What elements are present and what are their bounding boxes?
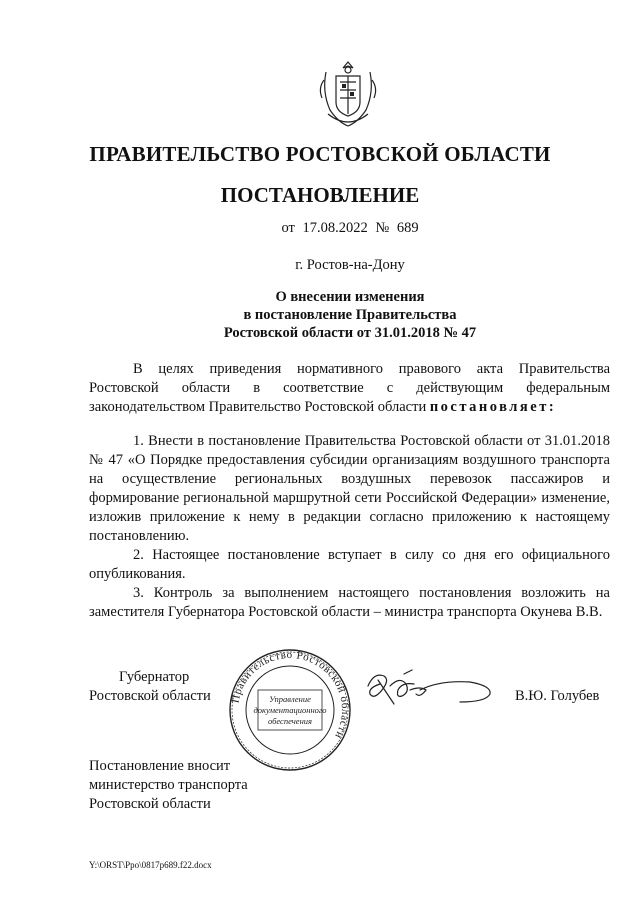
file-path: Y:\ORST\Ppo\0817p689.f22.docx — [89, 860, 212, 870]
resolution-items — [89, 432, 610, 622]
resolution-item: 3. Контроль за выполнением настоящего постановления возложить на заместителя Губернатора Ростовской области – министра транспорта Окунева В.В. — [89, 585, 610, 620]
date-prefix: от — [281, 220, 295, 236]
subject-line: Ростовской области от 31.01.2018 № 47 — [223, 325, 477, 341]
handwritten-signature — [360, 660, 500, 720]
document-type: ПОСТАНОВЛЕНИЕ — [220, 183, 420, 207]
submitted-by-line: Постановление вносит — [89, 758, 231, 774]
document-date: 17.08.2022 — [302, 220, 368, 236]
preamble-text: В целях приведения нормативного правового акта Правительства Ростовской области в соответствие с действующим федеральным законодательством Правительство Ростовской области — [89, 361, 610, 415]
organization-title: ПРАВИТЕЛЬСТВО РОСТОВСКОЙ ОБЛАСТИ — [89, 142, 551, 166]
subject-line: О внесении изменения — [275, 289, 425, 305]
signatory-position: Губернатор — [119, 669, 190, 685]
document-number: 689 — [396, 220, 419, 236]
subject-line: в постановление Правительства — [243, 307, 457, 323]
seal-outer-text: Правительство Ростовской области — [229, 648, 352, 741]
seal-inner-line: обеспечения — [267, 716, 313, 726]
preamble-paragraph — [89, 360, 610, 417]
city: г. Ростов-на-Дону — [295, 257, 405, 273]
submitted-by-line: Ростовской области — [89, 796, 211, 812]
signatory-region: Ростовской области — [89, 688, 211, 704]
document-subject — [0, 288, 640, 342]
signatory-name: В.Ю. Голубев — [515, 688, 600, 704]
coat-of-arms-icon — [312, 58, 384, 130]
resolution-item: 1. Внести в постановление Правительства Ростовской области от 31.01.2018 № 47 «О Порядке предоставления субсидии организациям воздушного транспорта на осуществление региональных воздушных перевозок пассажиров и формирование региональной маршрутной сети Российской Федерации» изменение, изложив приложение к нему в редакции согласно приложению к настоящему постановлению. — [89, 433, 610, 544]
submitted-by-line: министерство транспорта — [89, 777, 248, 793]
resolves-word: постановляет: — [429, 399, 557, 415]
number-sign: № — [375, 220, 390, 236]
document-date-number — [0, 220, 640, 237]
official-seal — [226, 646, 354, 774]
resolution-item: 2. Настоящее постановление вступает в силу со дня его официального опубликования. — [89, 547, 610, 582]
submitted-by — [89, 757, 248, 814]
seal-inner-line: документационного — [253, 705, 327, 715]
signatory-title — [89, 668, 211, 706]
seal-inner-line: Управление — [269, 694, 311, 704]
